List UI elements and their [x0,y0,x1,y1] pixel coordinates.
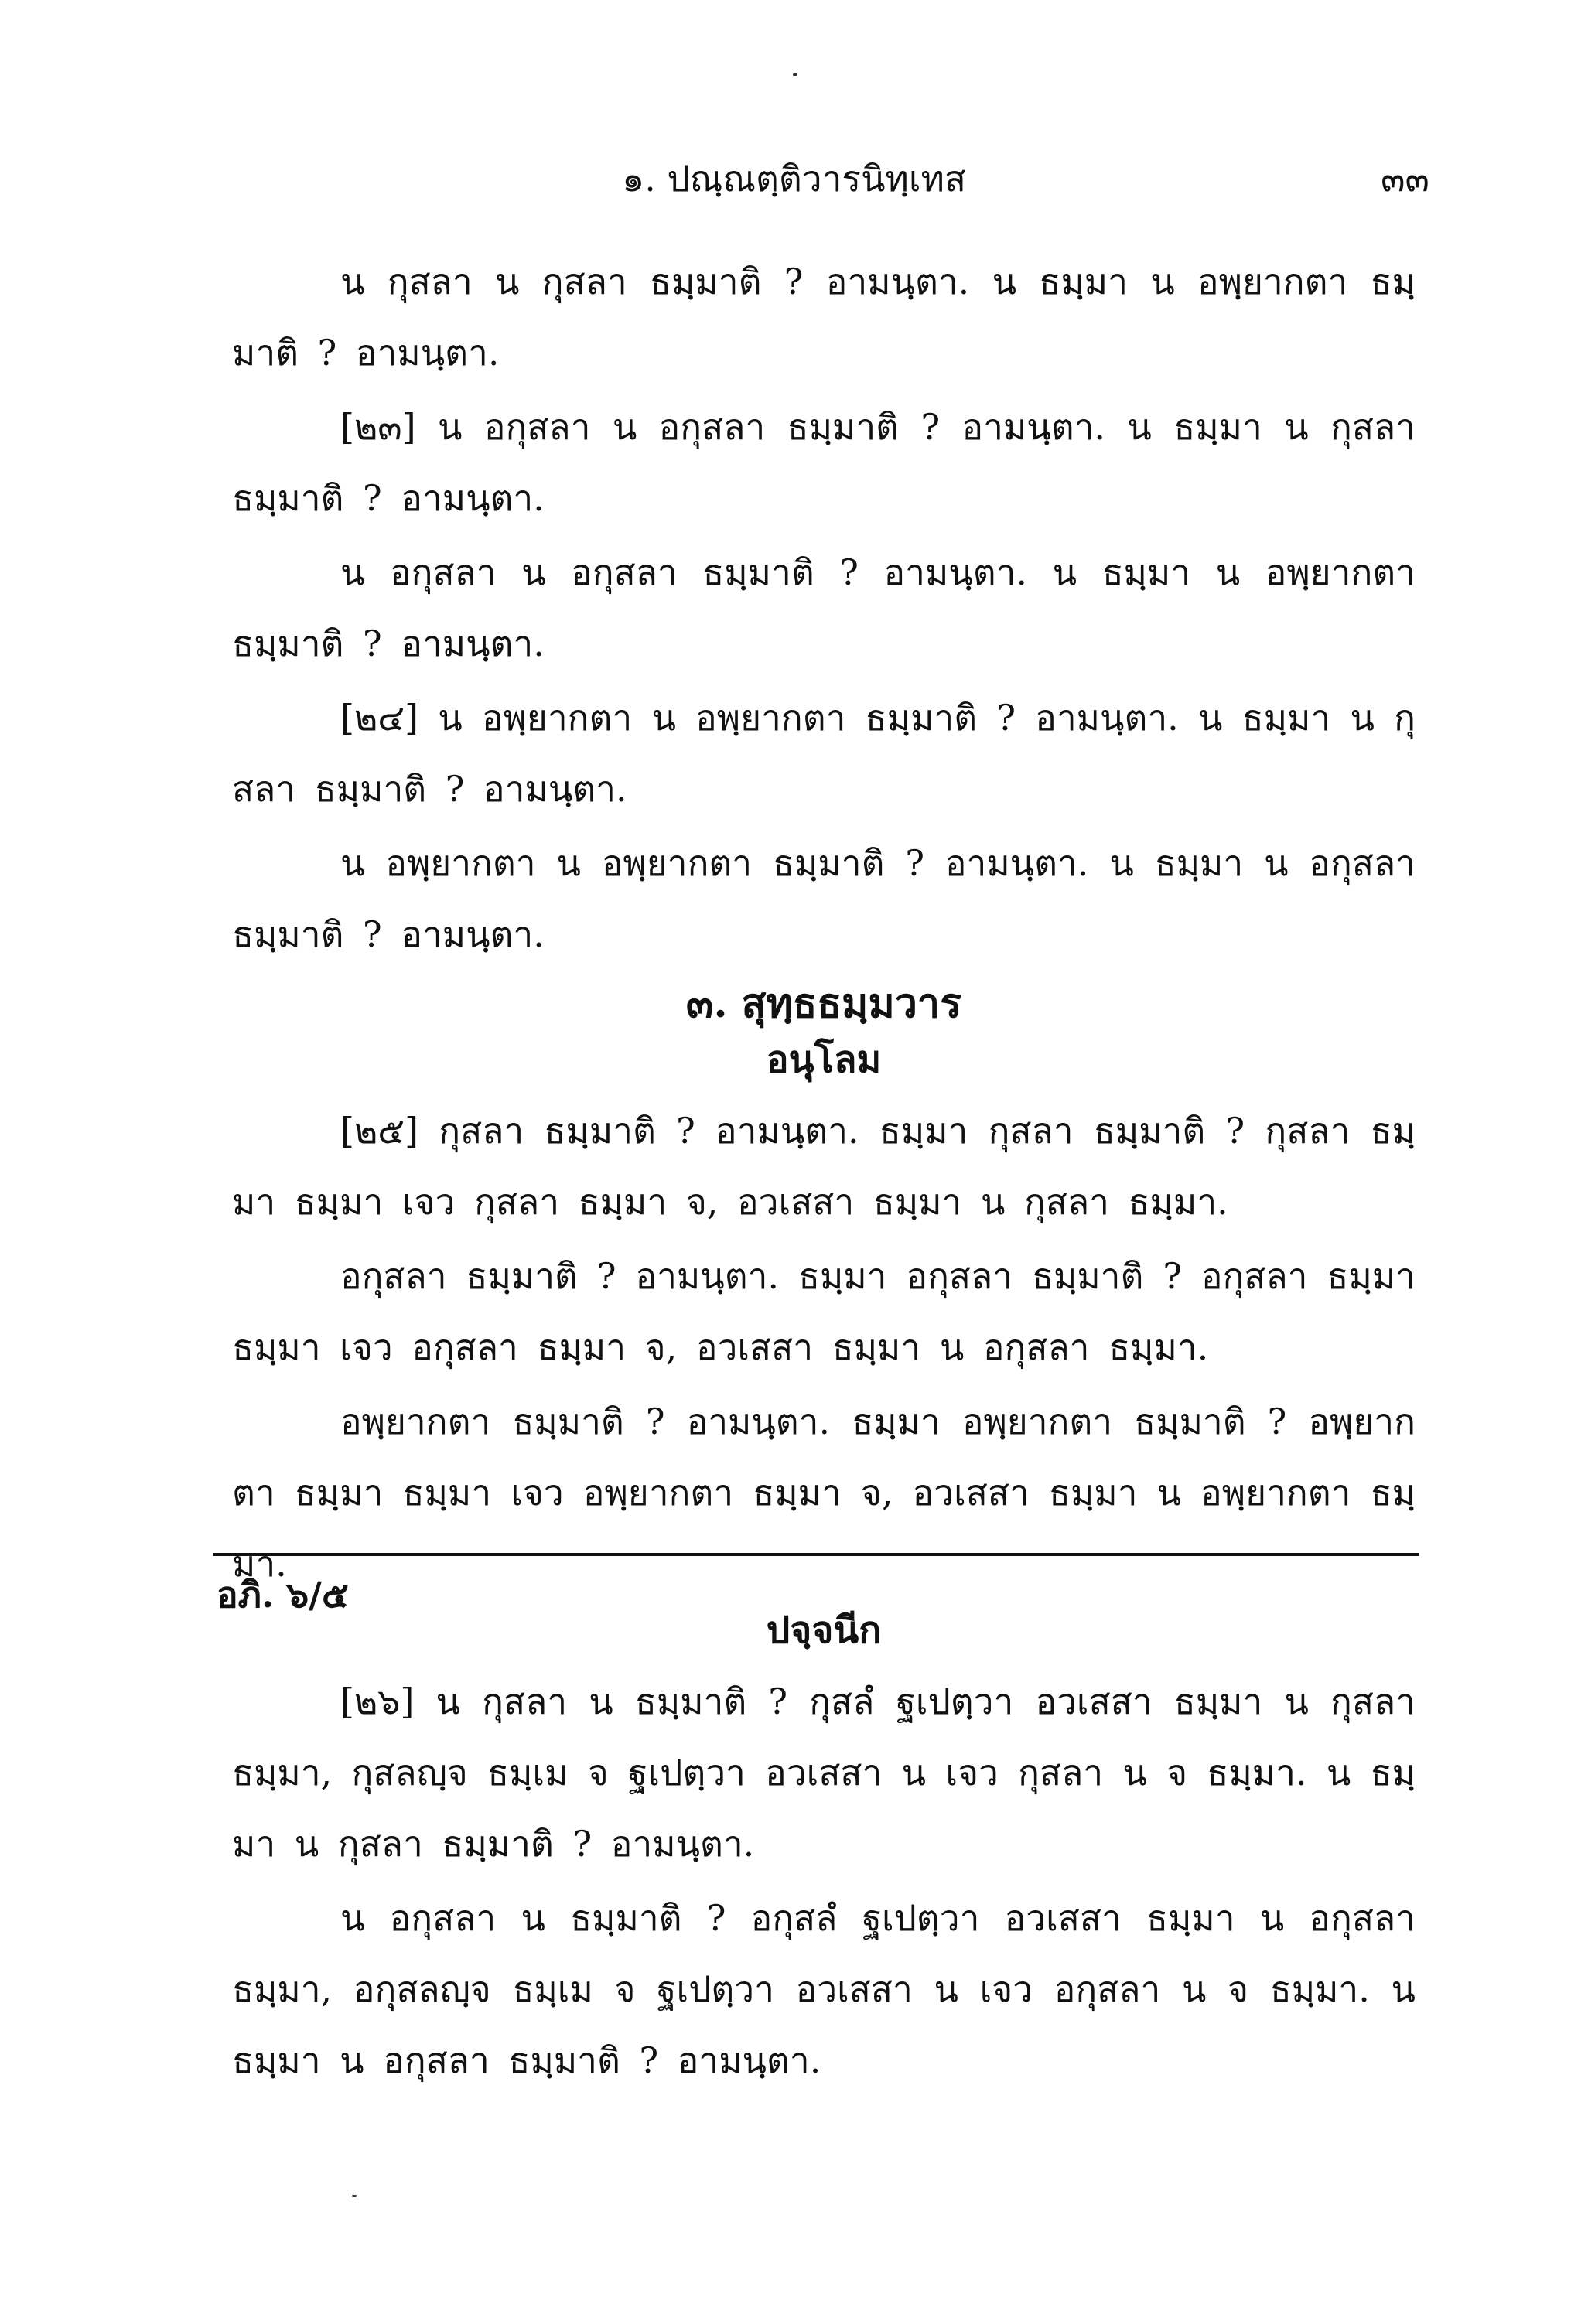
paragraph-24-2: น อพฺยากตา น อพฺยากตา ธมฺมาติ ? อามนฺตา. น ธมฺมา น อกุสลา ธมฺมาติ ? อามนฺตา. [232,842,1416,955]
footer-reference: อภิ. ๖/๕ [217,1574,349,1616]
paragraph-23-1: [๒๓] น อกุสลา น อกุสลา ธมฺมาติ ? อามนฺตา. น ธมฺมา น กุสลา ธมฺมาติ ? อามนฺตา. [232,406,1416,519]
subheading-anuloma: อนุโลม [766,1038,882,1081]
paragraph-24-1: [๒๔] น อพฺยากตา น อพฺยากตา ธมฺมาติ ? อามนฺตา. น ธมฺมา น กุสลา ธมฺมาติ ? อามนฺตา. [232,697,1416,810]
scan-speck [352,2195,357,2197]
section-heading: ๓. สุทฺธธมฺมวาร [685,980,962,1027]
body-text [232,246,1416,2099]
subheading-paccanika: ปจฺจนีก [766,1609,882,1652]
footer-divider [213,1553,1419,1556]
paragraph-23-2: น อกุสลา น อกุสลา ธมฺมาติ ? อามนฺตา. น ธมฺมา น อพฺยากตา ธมฺมาติ ? อามนฺตา. [232,551,1416,664]
paragraph-25-3: อพฺยากตา ธมฺมาติ ? อามนฺตา. ธมฺมา อพฺยากตา ธมฺมาติ ? อพฺยากตา ธมฺมา ธมฺมา เจว อพฺยากตา ธมฺมา จ, อวเสสา ธมฺมา น อพฺยากตา ธมฺมา. [232,1401,1416,1585]
page-title: ๑. ปณฺณตฺติวารนิทฺเทส [622,158,966,200]
paragraph-26-1: [๒๖] น กุสลา น ธมฺมาติ ? กุสลํ ฐเปตฺวา อวเสสา ธมฺมา น กุสลา ธมฺมา, กุสลญฺจ ธมฺเม จ ฐเปตฺวา อวเสสา น เจว กุสลา น จ ธมฺมา. น ธมฺมา น กุสลา ธมฺมาติ ? อามนฺตา. [232,1681,1416,1865]
paragraph-26-2: น อกุสลา น ธมฺมาติ ? อกุสลํ ฐเปตฺวา อวเสสา ธมฺมา น อกุสลา ธมฺมา, อกุสลญฺจ ธมฺเม จ ฐเปตฺวา อวเสสา น เจว อกุสลา น จ ธมฺมา. น ธมฺมา น อกุสลา ธมฺมาติ ? อามนฺตา. [232,1897,1416,2081]
page-number: ๓๓ [1381,158,1429,200]
paragraph-25-2: อกุสลา ธมฺมาติ ? อามนฺตา. ธมฺมา อกุสลา ธมฺมาติ ? อกุสลา ธมฺมา ธมฺมา เจว อกุสลา ธมฺมา จ, อวเสสา ธมฺมา น อกุสลา ธมฺมา. [232,1255,1416,1368]
scan-speck [793,73,797,76]
paragraph-25-1: [๒๕] กุสลา ธมฺมาติ ? อามนฺตา. ธมฺมา กุสลา ธมฺมาติ ? กุสลา ธมฺมา ธมฺมา เจว กุสลา ธมฺมา จ, อวเสสา ธมฺมา น กุสลา ธมฺมา. [232,1110,1416,1223]
paragraph-22-2: น กุสลา น กุสลา ธมฺมาติ ? อามนฺตา. น ธมฺมา น อพฺยากตา ธมฺมาติ ? อามนฺตา. [232,261,1416,374]
page-header [0,152,1588,206]
